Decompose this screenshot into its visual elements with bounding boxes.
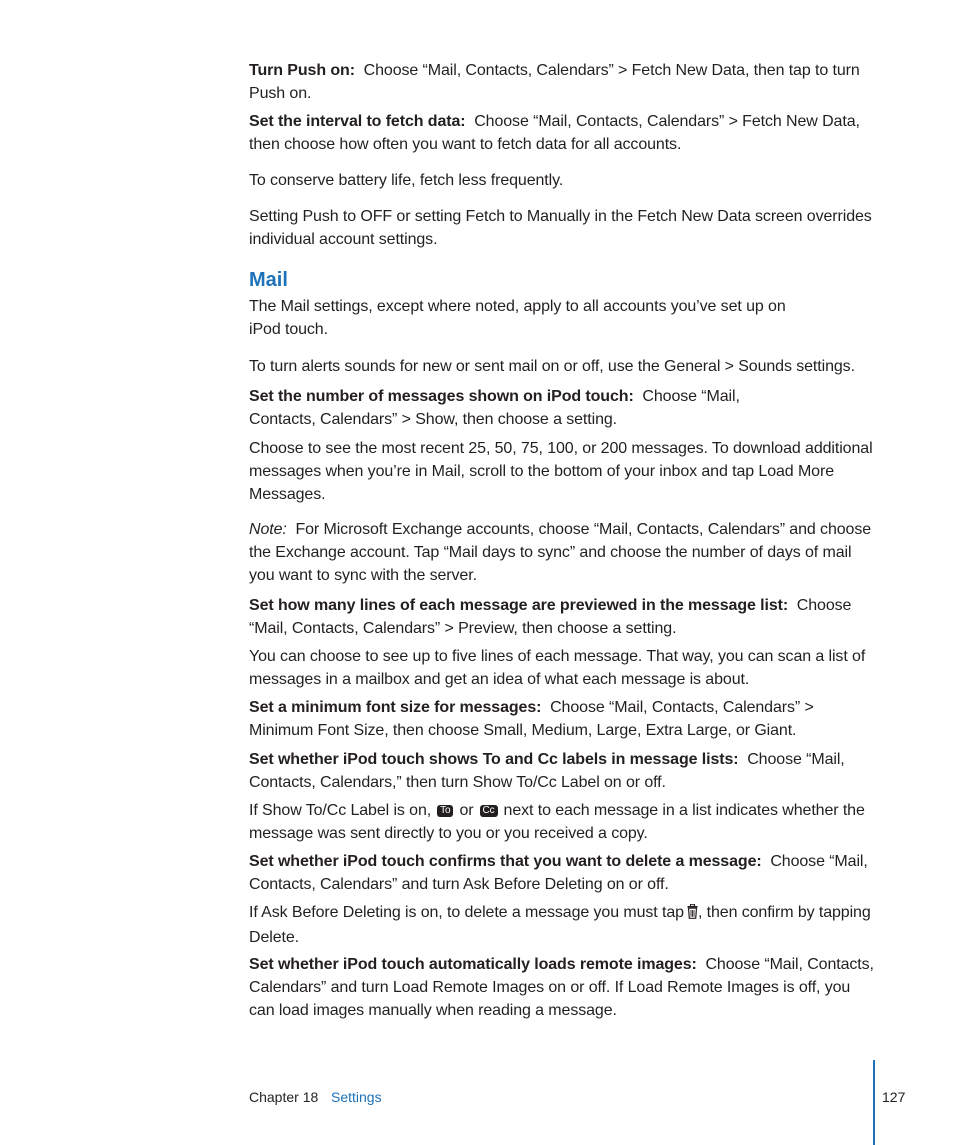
body-text: Choose “Mail, Contacts, Calendars” and turn Load Remote Images on or off. If Load Remote Images is off, you can load images manually when reading a message. [249, 956, 874, 1019]
paragraph-conserve-battery: To conserve battery life, fetch less frequently. [249, 172, 564, 189]
paragraph-alert-sounds: To turn alerts sounds for new or sent mail on or off, use the General > Sounds settings. [249, 358, 855, 375]
paragraph-turn-push-on [249, 59, 879, 105]
paragraph-remote-images [249, 953, 879, 1022]
lead-label: Set whether iPod touch shows To and Cc labels in message lists: [249, 751, 739, 768]
paragraph-to-cc-labels [249, 748, 879, 794]
body-text-after: , then confirm by tapping Delete. [249, 904, 871, 946]
body-text-before: If Show To/Cc Label is on, [249, 802, 432, 819]
paragraph-to-cc-badges [249, 799, 879, 845]
or-text: or [459, 802, 474, 819]
footer-section-link[interactable]: Settings [331, 1089, 382, 1105]
paragraph-push-off-note: Setting Push to OFF or setting Fetch to Manually in the Fetch New Data screen overrides individual account settings. [249, 208, 872, 248]
body-text: Choose “Mail, Contacts, Calendars” and turn Ask Before Deleting on or off. [249, 853, 868, 893]
lead-label: Set whether iPod touch automatically loads remote images: [249, 956, 697, 973]
paragraph-messages-shown [249, 385, 809, 431]
paragraph-preview-lines [249, 594, 879, 640]
body-text: Choose “Mail, Contacts, Calendars” > Fetch New Data, then choose how often you want to fetch data for all accounts. [249, 113, 860, 153]
paragraph-confirm-delete [249, 850, 879, 896]
footer-divider [873, 1060, 875, 1145]
body-text: Choose “Mail, Contacts, Calendars” > Minimum Font Size, then choose Small, Medium, Large, Extra Large, or Giant. [249, 699, 814, 739]
paragraph-recent-messages: Choose to see the most recent 25, 50, 75, 100, or 200 messages. To download additional messages when you’re in Mail, scroll to the bottom of your inbox and tap Load More Messages. [249, 440, 873, 503]
paragraph-fetch-interval [249, 110, 879, 156]
lead-label: Set the interval to fetch data: [249, 113, 466, 130]
page-number: 127 [882, 1089, 906, 1105]
body-text-before: If Ask Before Deleting is on, to delete a message you must tap [249, 904, 684, 921]
lead-label: Set the number of messages shown on iPod touch: [249, 388, 634, 405]
paragraph-mail-settings-intro: The Mail settings, except where noted, apply to all accounts you’ve set up on iPod touch. [249, 298, 786, 338]
footer-chapter: Chapter 18 [249, 1089, 319, 1105]
note-label: Note: [249, 521, 287, 538]
cc-label-icon: Cc [480, 805, 498, 817]
body-text: For Microsoft Exchange accounts, choose “Mail, Contacts, Calendars” and choose the Exchange account. Tap “Mail days to sync” and choose the number of days of mail you want to sync with the server. [249, 521, 872, 584]
paragraph-exchange-note [249, 518, 879, 587]
body-text: Choose “Mail, Contacts, Calendars” > Show, then choose a setting. [249, 388, 740, 428]
paragraph-minimum-font-size [249, 696, 879, 742]
body-text: Choose “Mail, Contacts, Calendars” > Fetch New Data, then tap to turn Push on. [249, 62, 860, 102]
paragraph-ask-before-deleting [249, 901, 879, 949]
to-label-icon: To [437, 805, 453, 817]
lead-label: Set whether iPod touch confirms that you want to delete a message: [249, 853, 762, 870]
lead-label: Turn Push on: [249, 62, 355, 79]
body-text: Choose “Mail, Contacts, Calendars” > Preview, then choose a setting. [249, 597, 852, 637]
lead-label: Set how many lines of each message are previewed in the message list: [249, 597, 789, 614]
paragraph-five-lines: You can choose to see up to five lines of each message. That way, you can scan a list of messages in a mailbox and get an idea of what each message is about. [249, 648, 866, 688]
section-heading-mail: Mail [249, 269, 288, 291]
trash-icon [687, 903, 698, 926]
body-text-after: next to each message in a list indicates whether the message was sent directly to you or you received a copy. [249, 802, 865, 842]
lead-label: Set a minimum font size for messages: [249, 699, 542, 716]
body-text: Choose “Mail, Contacts, Calendars,” then turn Show To/Cc Label on or off. [249, 751, 845, 791]
